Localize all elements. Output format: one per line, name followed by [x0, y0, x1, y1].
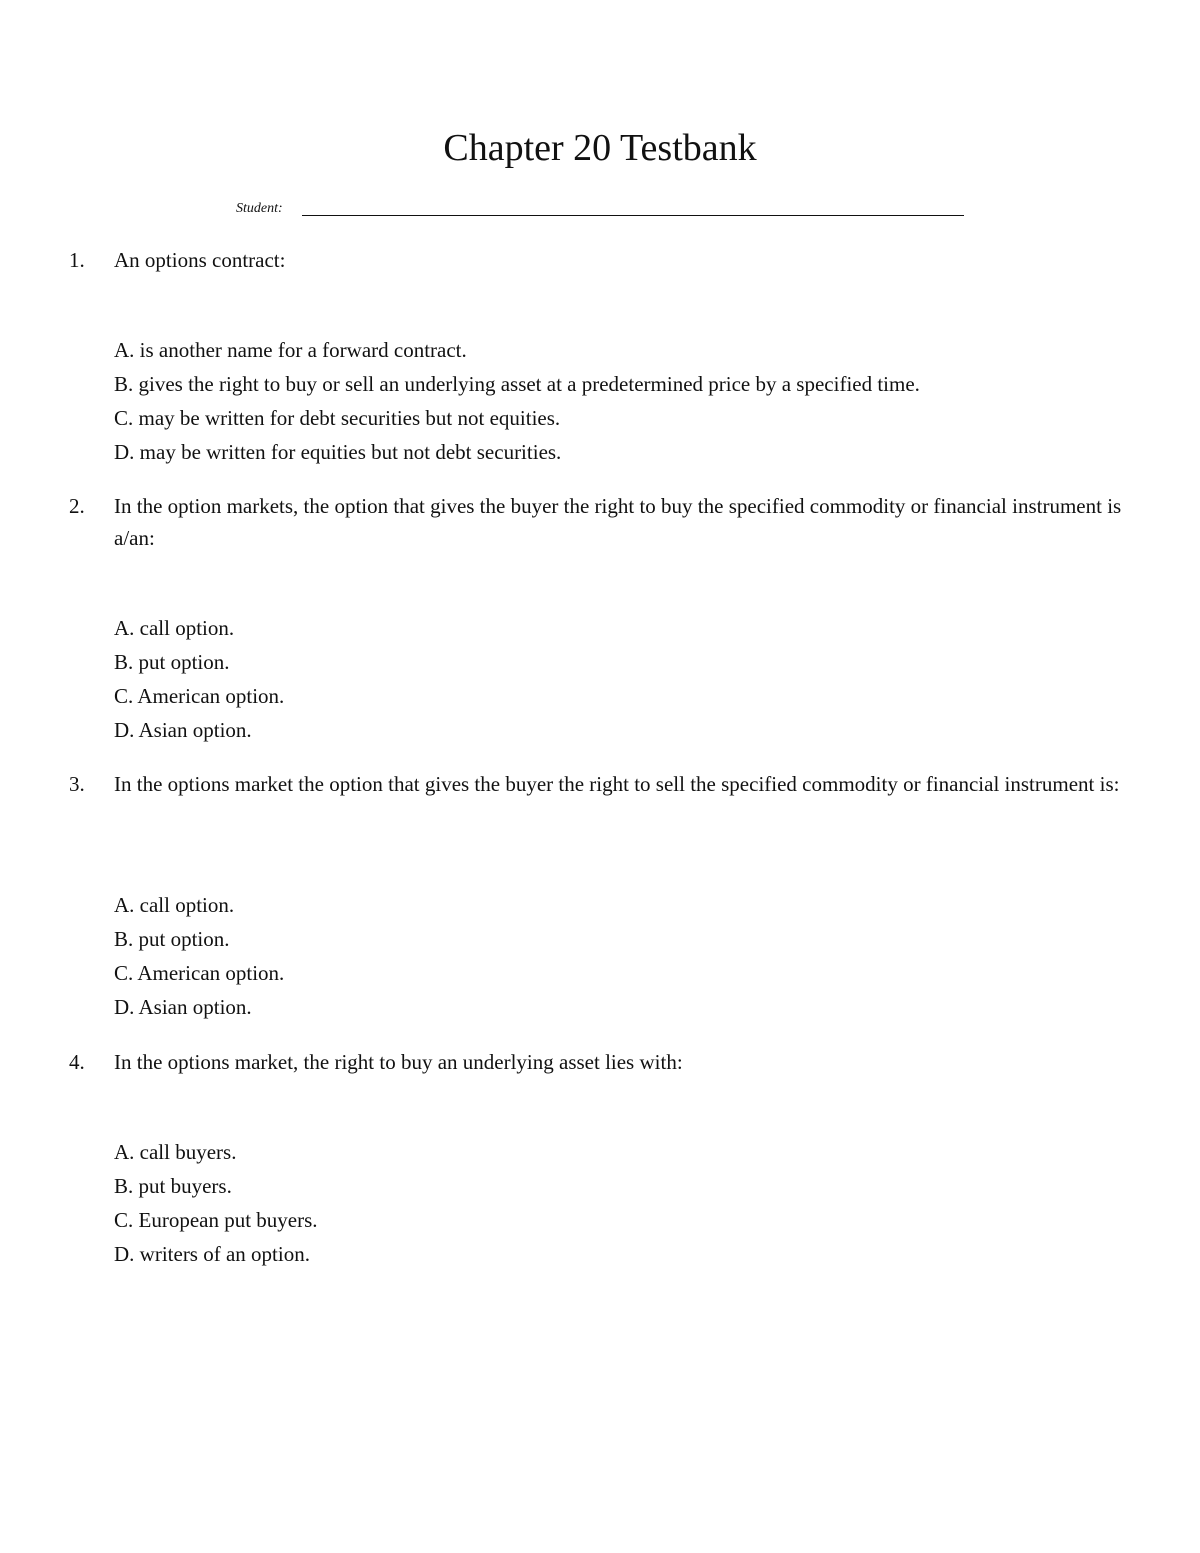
choice-d: D. Asian option. [114, 995, 252, 1019]
question-stem: In the options market, the right to buy an underlying asset lies with: [114, 1050, 683, 1074]
choice-a: A. call buyers. [114, 1140, 237, 1164]
choice-a: A. call option. [114, 616, 235, 640]
question-number: 1. [69, 248, 85, 272]
answer-choices [114, 1135, 1124, 1271]
student-name-rule [302, 215, 964, 216]
choice-d: D. may be written for equities but not debt securities. [114, 440, 562, 464]
question-number: 3. [69, 772, 85, 796]
question-stem: An options contract: [114, 248, 286, 272]
answer-choices [114, 888, 1124, 1024]
choice-d: D. writers of an option. [114, 1242, 310, 1266]
question-number: 4. [69, 1050, 85, 1074]
answer-choices [114, 333, 1124, 469]
answer-choices [114, 611, 1124, 747]
choice-a: A. is another name for a forward contract. [114, 338, 467, 362]
choice-a: A. call option. [114, 893, 235, 917]
choice-d: D. Asian option. [114, 718, 252, 742]
question-stem: In the option markets, the option that gives the buyer the right to buy the specified commodity or financial instrument is a/an: [114, 494, 1122, 550]
student-name-field [236, 198, 964, 222]
question-number: 2. [69, 494, 85, 518]
choice-c: C. American option. [114, 684, 285, 708]
choice-b: B. gives the right to buy or sell an underlying asset at a predetermined price by a specified time. [114, 372, 920, 396]
choice-b: B. put option. [114, 650, 230, 674]
question-stem: In the options market the option that gives the buyer the right to sell the specified commodity or financial instrument is: [114, 772, 1120, 796]
choice-c: C. European put buyers. [114, 1208, 318, 1232]
choice-b: B. put option. [114, 927, 230, 951]
choice-c: C. American option. [114, 961, 285, 985]
page-title: Chapter 20 Testbank [443, 127, 757, 169]
choice-b: B. put buyers. [114, 1174, 232, 1198]
choice-c: C. may be written for debt securities but not equities. [114, 406, 561, 430]
student-label: Student: [236, 201, 283, 216]
